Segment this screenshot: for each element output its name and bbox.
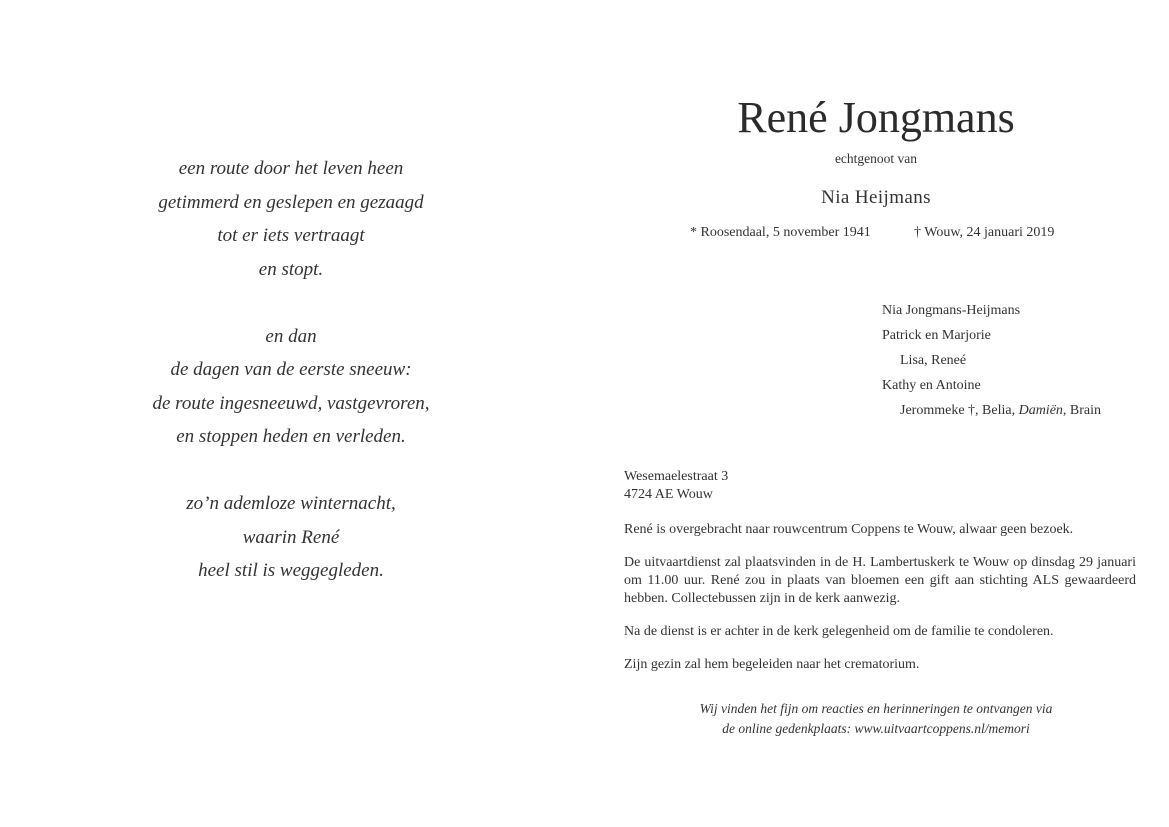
family-spouse: Nia Jongmans-Heijmans [882, 303, 1021, 318]
family-grandchildren: Lisa, Reneé [900, 353, 967, 368]
home-address [624, 468, 1136, 504]
grandchildren-part-italic: Damiën, [1018, 403, 1067, 418]
spouse-label: echtgenoot van [834, 151, 918, 166]
poem-line: waarin René [242, 526, 340, 548]
spouse-name: Nia Heijmans [821, 187, 931, 208]
address-city: 4724 AE Wouw [624, 487, 713, 502]
grandchildren-part: Brain [1069, 403, 1102, 418]
poem-line: en dan [265, 325, 317, 347]
poem-line: een route door het leven heen [178, 158, 404, 179]
poem-stanza-1 [110, 152, 472, 286]
poem-line: de route ingesneeuwd, vastgevroren, [152, 392, 430, 414]
poem-line: tot er iets vertraagt [217, 225, 365, 246]
death-info: † Wouw, 24 januari 2019 [914, 225, 1055, 240]
grandchildren-part: Jerommeke †, Belia, [900, 403, 1016, 418]
closing-line: Wij vinden het fijn om reacties en herinneringen te ontvangen via [699, 701, 1053, 716]
family-child: Kathy en Antoine [882, 378, 981, 393]
poem [110, 152, 472, 621]
address-street: Wesemaelestraat 3 [624, 469, 729, 484]
family-grandchildren [882, 398, 1101, 423]
poem-stanza-3 [110, 487, 472, 588]
poem-line: heel stil is weggegleden. [198, 560, 384, 581]
birth-info: * Roosendaal, 5 november 1941 [690, 225, 871, 240]
paragraph-crematorium: Zijn gezin zal hem begeleiden naar het crematorium. [624, 657, 920, 672]
family-list [882, 298, 1101, 423]
closing-note [624, 699, 1128, 739]
deceased-name: René Jongmans [737, 93, 1015, 142]
poem-line: en stoppen heden en verleden. [176, 426, 406, 447]
poem-line: en stopt. [258, 258, 324, 280]
closing-line: de online gedenkplaats: www.uitvaartcoppens.nl/memori [722, 721, 1030, 736]
paragraph-visit: René is overgebracht naar rouwcentrum Coppens te Wouw, alwaar geen bezoek. [624, 522, 1074, 537]
poem-line: de dagen van de eerste sneeuw: [170, 359, 412, 380]
announcement-body [624, 468, 1136, 689]
paragraph-condolence: Na de dienst is er achter in de kerk gelegenheid om de familie te condoleren. [624, 624, 1054, 639]
poem-line: getimmerd en geslepen en gezaagd [158, 191, 424, 213]
poem-line: zo’n ademloze winternacht, [186, 493, 396, 514]
family-child: Patrick en Marjorie [882, 328, 991, 343]
poem-stanza-2 [110, 320, 472, 454]
paragraph-service: De uitvaartdienst zal plaatsvinden in de H. Lambertuskerk te Wouw op dinsdag 29 januari om 11.00 uur. René zou in plaats van bloemen een gift aan stichting ALS gewaardeerd hebben. Collectebussen zijn in de kerk aanwezig. [624, 555, 1136, 606]
